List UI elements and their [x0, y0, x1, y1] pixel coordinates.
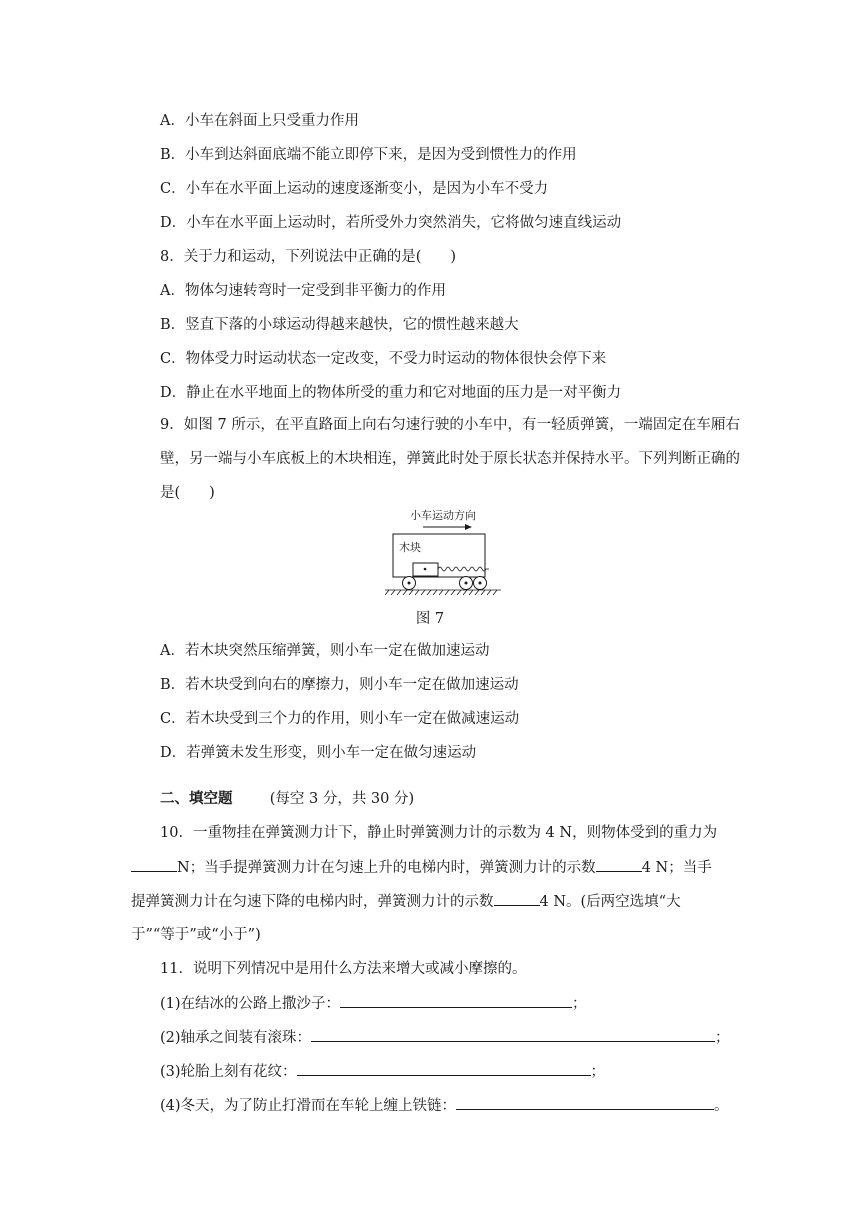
- q10-line-1: 10．一重物挂在弹簧测力计下，静止时弹簧测力计的示数为 4 N，则物体受到的重力为: [160, 825, 718, 841]
- section-2-title: 二、填空题: [160, 790, 233, 807]
- section-2-heading: [160, 789, 414, 809]
- q11-item-2-blank[interactable]: [311, 1027, 715, 1042]
- figure-7-caption: 图 7: [415, 611, 445, 627]
- wheel-right: [474, 577, 487, 590]
- q11-item-1-end: ；: [572, 996, 587, 1012]
- q11-item-4-blank[interactable]: [456, 1095, 714, 1110]
- q11-item-3-end: ；: [590, 1064, 606, 1080]
- q11-item-4-label: (4)冬天，为了防止打滑而在车轮上缠上铁链：: [160, 1098, 457, 1114]
- q11-stem: 11．说明下列情况中是用什么方法来增大或减小摩擦的。: [160, 961, 527, 977]
- spring-icon: [438, 567, 489, 571]
- q10-blank-1[interactable]: [131, 857, 177, 872]
- wheel-middle: [460, 577, 473, 590]
- q7-option-c: C．小车在水平面上运动的速度逐渐变小，是因为小车不受力: [160, 181, 549, 197]
- q11-item-1: [160, 993, 587, 1014]
- q9-option-c: C．若木块受到三个力的作用，则小车一定在做减速运动: [160, 711, 520, 727]
- q11-item-3: [160, 1061, 605, 1082]
- q11-item-1-blank[interactable]: [340, 993, 572, 1008]
- q9-option-a: A．若木块突然压缩弹簧，则小车一定在做加速运动: [160, 643, 490, 659]
- direction-arrow-icon: [423, 524, 472, 530]
- q8-option-c: C．物体受力时运动状态一定改变，不受力时运动的物体很快会停下来: [160, 351, 607, 367]
- q10-text-3a: 提弹簧测力计在匀速下降的电梯内时，弹簧测力计的示数: [131, 894, 494, 910]
- direction-label: 小车运动方向: [410, 509, 476, 522]
- q10-blank-3[interactable]: [494, 891, 540, 906]
- q10-blank-2[interactable]: [596, 857, 642, 872]
- q9-stem: 9．如图 7 所示，在平直路面上向右匀速行驶的小车中，有一轻质弹簧，一端固定在车厢右壁，另一端与小车底板上的木块相连，弹簧此时处于原长状态并保持水平。下列判断正确的是( ): [160, 417, 740, 501]
- q11-item-4-end: 。: [714, 1098, 729, 1114]
- ground-hatching: [385, 590, 501, 595]
- q10-line-2: [131, 857, 712, 878]
- q10-line-4: 于”“等于”或“小于”): [131, 927, 261, 943]
- q8-option-a: A．物体匀速转弯时一定受到非平衡力的作用: [160, 283, 446, 299]
- q10-text-3b: 4 N。(后两空选填“大: [539, 894, 681, 910]
- q11-item-2: [160, 1027, 730, 1048]
- q10-text-2b: 4 N；当手: [641, 860, 712, 876]
- q8-stem: 8．关于力和运动，下列说法中正确的是( ): [160, 249, 457, 265]
- q9-option-b: B．若木块受到向右的摩擦力，则小车一定在做加速运动: [160, 677, 519, 693]
- q7-option-a: A．小车在斜面上只受重力作用: [160, 113, 359, 129]
- q11-item-3-label: (3)轮胎上刻有花纹：: [160, 1064, 297, 1080]
- q11-item-4: [160, 1095, 729, 1116]
- q10-line-3: [131, 891, 681, 912]
- q11-item-1-label: (1)在结冰的公路上撒沙子：: [160, 996, 341, 1012]
- q11-item-3-blank[interactable]: [297, 1061, 591, 1076]
- section-2-note: (每空 3 分，共 30 分): [269, 791, 415, 807]
- q11-item-2-end: ；: [715, 1030, 730, 1046]
- q7-option-b: B．小车到达斜面底端不能立即停下来，是因为受到惯性力的作用: [160, 147, 577, 163]
- q10-text-2a: N；当手提弹簧测力计在匀速上升的电梯内时，弹簧测力计的示数: [177, 860, 596, 876]
- block-label: 木块: [399, 541, 421, 554]
- wheel-left: [403, 577, 416, 590]
- figure-7-cart-diagram: [385, 505, 505, 605]
- block-dot: [424, 568, 427, 571]
- q9-option-d: D．若弹簧未发生形变，则小车一定在做匀速运动: [160, 745, 477, 761]
- q8-option-d: D．静止在水平地面上的物体所受的重力和它对地面的压力是一对平衡力: [160, 385, 622, 401]
- q8-option-b: B．竖直下落的小球运动得越来越快，它的惯性越来越大: [160, 317, 519, 333]
- q11-item-2-label: (2)轴承之间装有滚珠：: [160, 1030, 312, 1046]
- q7-option-d: D．小车在水平面上运动时，若所受外力突然消失，它将做匀速直线运动: [160, 215, 622, 231]
